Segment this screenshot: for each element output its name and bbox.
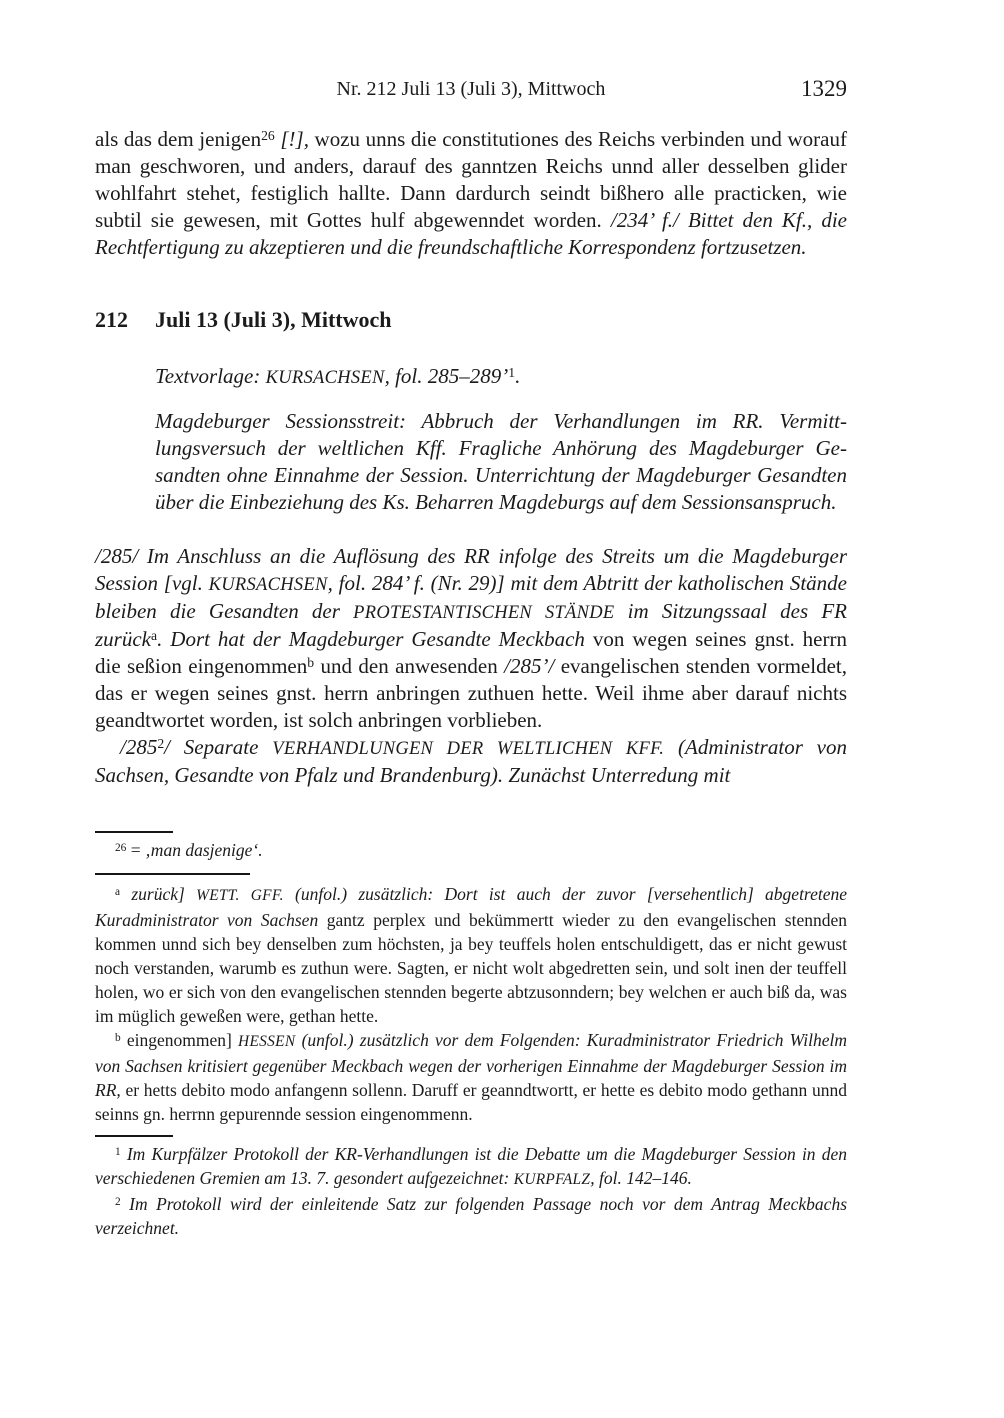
body-paragraph-1 — [95, 543, 847, 734]
textvorlage-line — [155, 363, 847, 391]
text-segment: 1 — [508, 364, 516, 380]
text-segment: 26 — [115, 841, 127, 854]
text-segment: / Separate — [164, 735, 273, 759]
text-segment: /234’ f./ Bittet den Kf., die Rechtfertigung zu akzeptieren und die freundschaftliche Korrespondenz fortzusetzen. — [95, 208, 847, 259]
text-segment: ‚man dasjenige‘. — [144, 840, 263, 860]
text-segment: gantz perplex und bekümmertt wieder zu den evangelischen stennden kommen unnd sich bey denselben zum höchsten, ja bey teuffels holen entschuldigett, das er nicht gewust noch verstanden, warumb es zuthun were. Sagten, er nicht wolt abgedretten sein, und solt inen der teuffell holen, wo er sich von den evangelischen stennden begerte abtzusonndern; bey welchen er auch biß da, was im müglich geweßen were, gethan hette. — [95, 910, 847, 1026]
running-header-title: Nr. 212 Juli 13 (Juli 3), Mittwoch — [336, 78, 606, 100]
text-segment: von wegen seines gnst. herrn die seßion eingenommen — [95, 627, 847, 678]
text-segment: WETT. GFF. — [196, 887, 284, 904]
text-segment: er hetts debito modo anfangenn sollenn. Daruff er geanndtwortt, er hette es debito modo gethann unnd seinns gn. herrnn gepurennde session eingenommenn. — [95, 1080, 847, 1124]
footnote-rule-apparatus — [95, 873, 250, 875]
text-segment: b — [115, 1031, 121, 1044]
text-segment: und den anwesenden — [314, 654, 505, 678]
text-segment: Im Protokoll wird der einleitende Satz zur folgenden Passage noch vor dem Antrag Meckbachs verzeichnet. — [95, 1194, 847, 1238]
text-segment: evangelischen stenden vormeldet, das er wegen seines gnst. herrn anbringen zuthuen hette. Weil ihme aber darauf nichts geandtwortet worden, ist solch anbringen vorblieben. — [95, 654, 847, 732]
text-segment: PROTESTANTISCHEN STÄNDE — [353, 602, 615, 622]
text-segment: a — [151, 627, 158, 643]
text-segment: KURSACHSEN — [208, 574, 328, 594]
section-heading — [95, 307, 847, 333]
section-title: Juli 13 (Juli 3), Mittwoch — [155, 307, 392, 332]
text-segment: HESSEN — [238, 1033, 296, 1050]
section-number: 212 — [95, 307, 128, 332]
intro-paragraph — [95, 126, 847, 261]
text-segment: Textvorlage: — [155, 364, 266, 388]
footnote-rule-numeric — [95, 831, 173, 833]
text-segment: /285 — [120, 735, 158, 759]
text-segment: im Sitzungssaal des FR zurück — [95, 599, 848, 651]
text-segment: , fol. 142–146. — [590, 1168, 692, 1188]
text-segment: Im Kurpfälzer Protokoll der KR-Verhandlungen ist die Debatte um die Magdeburger Session in den verschiedenen Gremien am 13. 7. gesondert aufgezeichnet: — [95, 1144, 847, 1188]
footnote-1 — [95, 1142, 847, 1192]
text-segment: [!], — [274, 127, 309, 151]
apparatus-note-a — [95, 882, 847, 1028]
text-segment: . — [515, 364, 521, 388]
footnote-rule-commentary — [95, 1135, 173, 1137]
text-segment: eingenommen] — [120, 1030, 239, 1050]
summary-paragraph — [155, 408, 847, 516]
text-segment: = — [126, 840, 145, 860]
footnote-26 — [95, 838, 847, 862]
text-segment: KURPFALZ — [513, 1171, 591, 1188]
text-segment: /285/ Im Anschluss an die Auflösung des RR infolge des Streits um die Magdeburger Session [vgl. — [95, 544, 847, 595]
footnote-2 — [95, 1192, 847, 1240]
page-number: 1329 — [801, 76, 847, 101]
text-segment: Magdeburger Sessionsstreit: Abbruch der Verhandlungen im RR. Vermittlungsversuch der weltlichen Kff. Fragliche Anhörung des Magdeburger Gesandten ohne Einnahme der Session. Unterrichtung der Magdeburger Gesandten über die Einbeziehung des Ks. Beharren Magdeburgs auf dem Sessionsanspruch. — [155, 409, 847, 514]
text-column — [95, 0, 847, 1240]
text-segment: als das dem jenigen — [95, 127, 262, 151]
text-segment: (unfol.) zusätzlich vor dem Folgenden: Kuradministrator Friedrich Wilhelm von Sachsen kritisiert gegenüber Meckbach wegen der vorherigen Einnahme der Magdeburger Session im RR, — [95, 1030, 848, 1100]
text-segment: KURSACHSEN — [265, 367, 385, 387]
text-segment: (unfol.) zusätzlich: Dort ist auch der zuvor [versehentlich] abgetretene Kuradministrator von Sachsen — [95, 884, 848, 930]
text-segment: . Dort hat der Magdeburger Gesandte Meckbach — [157, 627, 585, 651]
text-segment: zurück] — [120, 884, 197, 904]
apparatus-note-b — [95, 1028, 847, 1126]
text-segment: b — [307, 654, 315, 670]
text-segment: VERHANDLUNGEN DER WELTLICHEN KFF. — [272, 738, 665, 758]
text-segment: (Administrator von Sachsen, Gesandte von Pfalz und Brandenburg). Zunächst Unterredung mit — [95, 735, 847, 787]
body-paragraph-2 — [95, 734, 847, 789]
text-segment: a — [115, 885, 121, 898]
text-segment: , fol. 285–289’ — [384, 364, 509, 388]
text-segment: 2 — [157, 735, 165, 751]
text-segment: /285’/ — [504, 654, 555, 678]
text-segment: , fol. 284’ f. (Nr. 29)] mit dem Abtritt der katholischen Stände bleiben die Gesandten der — [95, 571, 848, 623]
text-segment: 26 — [261, 127, 275, 143]
text-segment: 2 — [115, 1195, 121, 1208]
running-header — [95, 78, 847, 106]
text-segment: wozu unns die constitutiones des Reichs verbinden und worauf man geschworen, und anders, darauf des ganntzen Reichs unnd aller desselben glider wohlfahrt stehet, festiglich hallte. Dann dardurch seindt bißhero alle practicken, wie subtil sie gewesen, mit Gottes hulf abgewenndet worden. — [95, 127, 847, 232]
text-segment: 1 — [115, 1145, 121, 1158]
